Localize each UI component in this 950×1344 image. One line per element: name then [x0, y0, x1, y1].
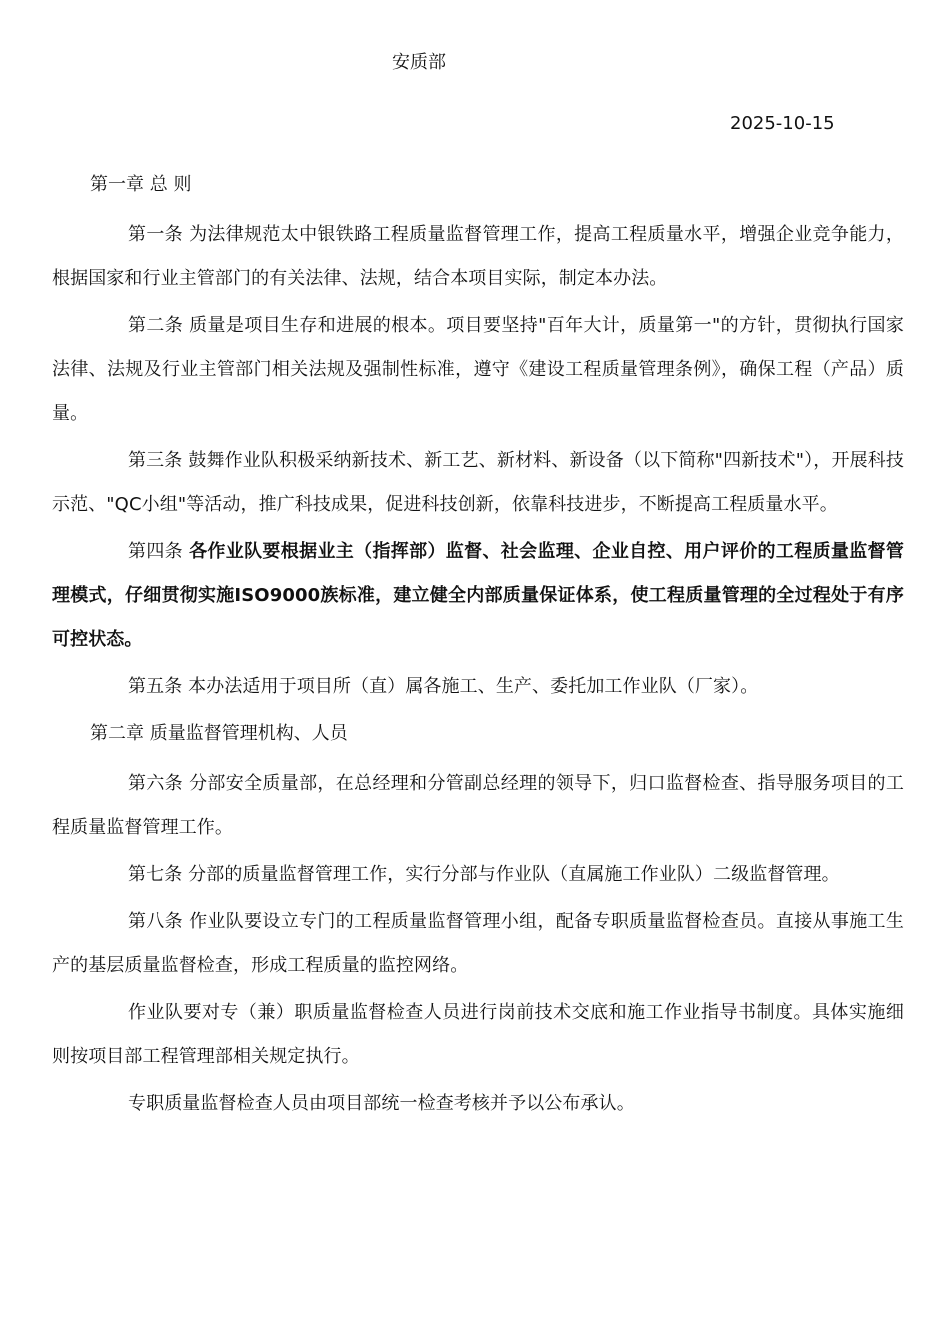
paragraph-inspector-approval: 专职质量监督检查人员由项目部统一检查考核并予以公布承认。 [128, 1093, 635, 1114]
article-4-bold-text: 各作业队要根据业主（指挥部）监督、社会监理、企业自控、用户评价的工程质量监督管理模式，仔细贯彻实施ISO9000族标准，建立健全内部质量保证体系，使工程质量管理的全过程处于有序可控状态。 [52, 541, 904, 650]
article-5: 第五条 本办法适用于项目所（直）属各施工、生产、委托加工作业队（厂家）。 [128, 676, 759, 697]
paragraph-inspector-training: 作业队要对专（兼）职质量监督检查人员进行岗前技术交底和施工作业指导书制度。具体实施细则按项目部工程管理部相关规定执行。 [52, 1002, 904, 1067]
article-8: 第八条 作业队要设立专门的工程质量监督管理小组，配备专职质量监督检查员。直接从事施工生产的基层质量监督检查，形成工程质量的监控网络。 [52, 911, 904, 976]
article-4-label: 第四条 [128, 541, 190, 562]
article-1: 第一条 为法律规范太中银铁路工程质量监督管理工作，提高工程质量水平，增强企业竞争能力，根据国家和行业主管部门的有关法律、法规，结合本项目实际，制定本办法。 [52, 224, 904, 289]
department-label: 安质部 [392, 52, 446, 73]
chapter-1-title: 第一章 总 则 [90, 174, 192, 195]
article-2: 第二条 质量是项目生存和进展的根本。项目要坚持"百年大计，质量第一"的方针，贯彻执行国家法律、法规及行业主管部门相关法规及强制性标准，遵守《建设工程质量管理条例》，确保工程（产品）质量。 [52, 315, 904, 424]
document-body [52, 172, 904, 1138]
chapter-2-title: 第二章 质量监督管理机构、人员 [90, 723, 348, 744]
document-date: 2025-10-15 [730, 113, 835, 134]
article-4 [52, 530, 904, 662]
article-6: 第六条 分部安全质量部，在总经理和分管副总经理的领导下，归口监督检查、指导服务项目的工程质量监督管理工作。 [52, 773, 904, 838]
article-3: 第三条 鼓舞作业队积极采纳新技术、新工艺、新材料、新设备（以下简称"四新技术"），开展科技示范、"QC小组"等活动，推广科技成果，促进科技创新，依靠科技进步，不断提高工程质量水平。 [52, 450, 904, 515]
article-7: 第七条 分部的质量监督管理工作，实行分部与作业队（直属施工作业队）二级监督管理。 [128, 864, 840, 885]
